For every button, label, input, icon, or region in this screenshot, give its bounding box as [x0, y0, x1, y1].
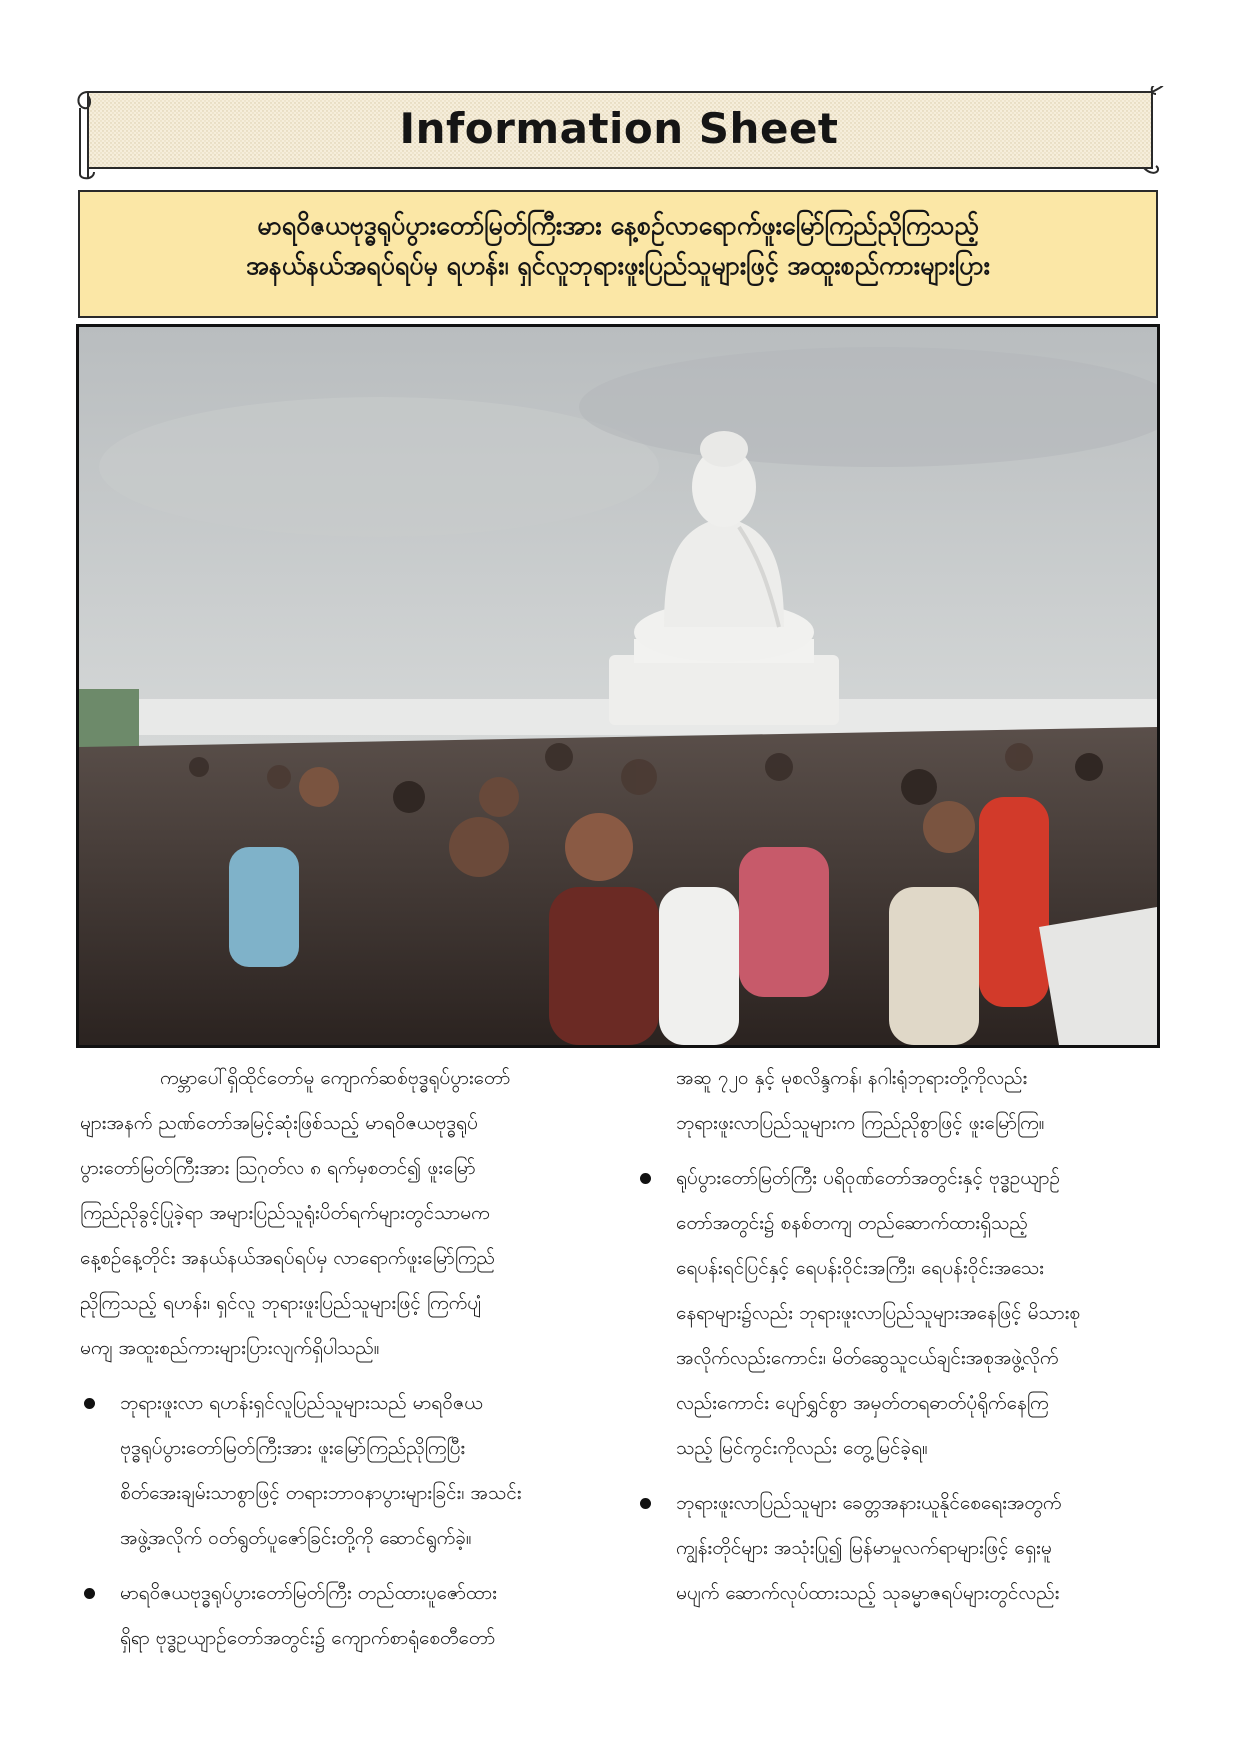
bullet-3-line-7: သည့် မြင်ကွင်းကိုလည်း တွေ့မြင်ခဲ့ရ။	[676, 1437, 928, 1459]
intro-line-7: မကျ အထူးစည်ကားများပြားလျက်ရှိပါသည်။	[80, 1337, 380, 1359]
intro-line-3: ပွားတော်မြတ်ကြီးအား သြဂုတ်လ ၈ ရက်မှစတင်၍ ဖူးမြော်	[80, 1157, 476, 1179]
bullet-3-line-5: အလိုက်လည်းကောင်း၊ မိတ်ဆွေသူငယ်ချင်းအစုအဖွဲ့လိုက်	[676, 1347, 1059, 1369]
bullet-4-line-2: ကျွန်းတိုင်များ အသုံးပြု၍ မြန်မာမှုလက်ရာများဖြင့် ရှေးမူ	[676, 1537, 1052, 1559]
bullet-1-line-2: ဗုဒ္ဓရုပ်ပွားတော်မြတ်ကြီးအား ဖူးမြော်ကြည်ညိုကြပြီး	[120, 1437, 466, 1459]
bullet-2-continuation	[636, 1056, 1160, 1146]
bullet-item-4	[636, 1481, 1160, 1616]
bullet-dot-icon	[640, 1498, 651, 1509]
bullet-item-3	[636, 1156, 1160, 1471]
bullet-1-line-1: ဘုရားဖူးလာ ရဟန်းရှင်လူပြည်သူများသည် မာရဝိဇယ	[120, 1392, 483, 1414]
bullet-3-line-6: လည်းကောင်း ပျော်ရွှင်စွာ အမှတ်တရဓာတ်ပုံရိုက်နေကြ	[676, 1392, 1049, 1414]
title-banner	[74, 86, 1164, 180]
bullet-dot-icon	[84, 1588, 95, 1599]
intro-line-1: ကမ္ဘာပေါ်ရှိထိုင်တော်မူ ကျောက်ဆစ်ဗုဒ္ဓရုပ်ပွားတော်	[160, 1067, 511, 1089]
continuation-line-2: ဘုရားဖူးလာပြည်သူများက ကြည်ညိုစွာဖြင့် ဖူးမြော်ကြ။	[676, 1112, 1045, 1134]
headline-box	[78, 190, 1158, 318]
continuation-line-1: အဆူ ၇၂၀ နှင့် မုစလိန္ဒကန်၊ နဂါးရုံဘုရားတို့ကိုလည်း	[676, 1067, 1028, 1089]
page-title: Information Sheet	[399, 104, 839, 153]
headline-line-1: မာရဝိဇယဗုဒ္ဓရုပ်ပွားတော်မြတ်ကြီးအား နေ့စဉ်လာရောက်ဖူးမြော်ကြည်ညိုကြသည့်	[257, 211, 979, 240]
bullet-3-line-1: ရုပ်ပွားတော်မြတ်ကြီး ပရိဝုဏ်တော်အတွင်းနှင့် ဗုဒ္ဓဥယျာဉ်	[676, 1167, 1061, 1189]
bullet-3-line-4: နေရာများ၌လည်း ဘုရားဖူးလာပြည်သူများအနေဖြင့် မိသားစု	[676, 1302, 1081, 1324]
bullet-item-2	[80, 1571, 610, 1661]
left-column	[80, 1056, 610, 1661]
bullet-dot-icon	[640, 1173, 651, 1184]
bullet-dot-icon	[84, 1398, 95, 1409]
bullet-1-line-3: စိတ်အေးချမ်းသာစွာဖြင့် တရားဘာဝနာပွားများခြင်း၊ အသင်း	[120, 1482, 522, 1504]
bullet-4-line-3: မပျက် ဆောက်လုပ်ထားသည့် သုခမ္မာဇရပ်များတွင်လည်း	[676, 1582, 1060, 1604]
intro-line-2: များအနက် ညဏ်တော်အမြင့်ဆုံးဖြစ်သည့် မာရဝိဇယဗုဒ္ဓရုပ်	[80, 1112, 478, 1134]
bullet-1-line-4: အဖွဲ့အလိုက် ဝတ်ရွတ်ပူဇော်ခြင်းတို့ကို ဆောင်ရွက်ခဲ့။	[120, 1527, 472, 1549]
bullet-3-line-3: ရေပန်းရင်ပြင်နှင့် ရေပန်းဝိုင်းအကြီး၊ ရေပန်းဝိုင်းအသေး	[676, 1257, 1044, 1279]
bullet-2-line-2: ရှိရာ ဗုဒ္ဓဥယျာဉ်တော်အတွင်း၌ ကျောက်စာရုံစေတီတော်	[120, 1627, 496, 1649]
intro-line-5: နေ့စဉ်နေ့တိုင်း အနယ်နယ်အရပ်ရပ်မှ လာရောက်ဖူးမြော်ကြည်	[80, 1247, 495, 1269]
headline-line-2: အနယ်နယ်အရပ်ရပ်မှ ရဟန်း၊ ရှင်လူဘုရားဖူးပြည်သူများဖြင့် အထူးစည်ကားများပြား	[245, 251, 991, 280]
bullet-item-1	[80, 1381, 610, 1561]
intro-line-6: ညိုကြသည့် ရဟန်း၊ ရှင်လူ ဘုရားဖူးပြည်သူများဖြင့် ကြက်ပျံ	[80, 1292, 482, 1314]
buddha-statue-photo	[76, 324, 1160, 1048]
intro-line-4: ကြည်ညိုခွင့်ပြုခဲ့ရာ အများပြည်သူရုံးပိတ်ရက်များတွင်သာမက	[80, 1202, 490, 1224]
intro-paragraph	[80, 1056, 610, 1371]
bullet-2-line-1: မာရဝိဇယဗုဒ္ဓရုပ်ပွားတော်မြတ်ကြီး တည်ထားပူဇော်ထား	[120, 1582, 497, 1604]
bullet-3-line-2: တော်အတွင်း၌ စနစ်တကျ တည်ဆောက်ထားရှိသည့်	[676, 1212, 1028, 1234]
bullet-4-line-1: ဘုရားဖူးလာပြည်သူများ ခေတ္တအနားယူနိုင်စေရေးအတွက်	[676, 1492, 1062, 1514]
right-column	[636, 1056, 1160, 1616]
photo-illustration	[79, 327, 1157, 1045]
